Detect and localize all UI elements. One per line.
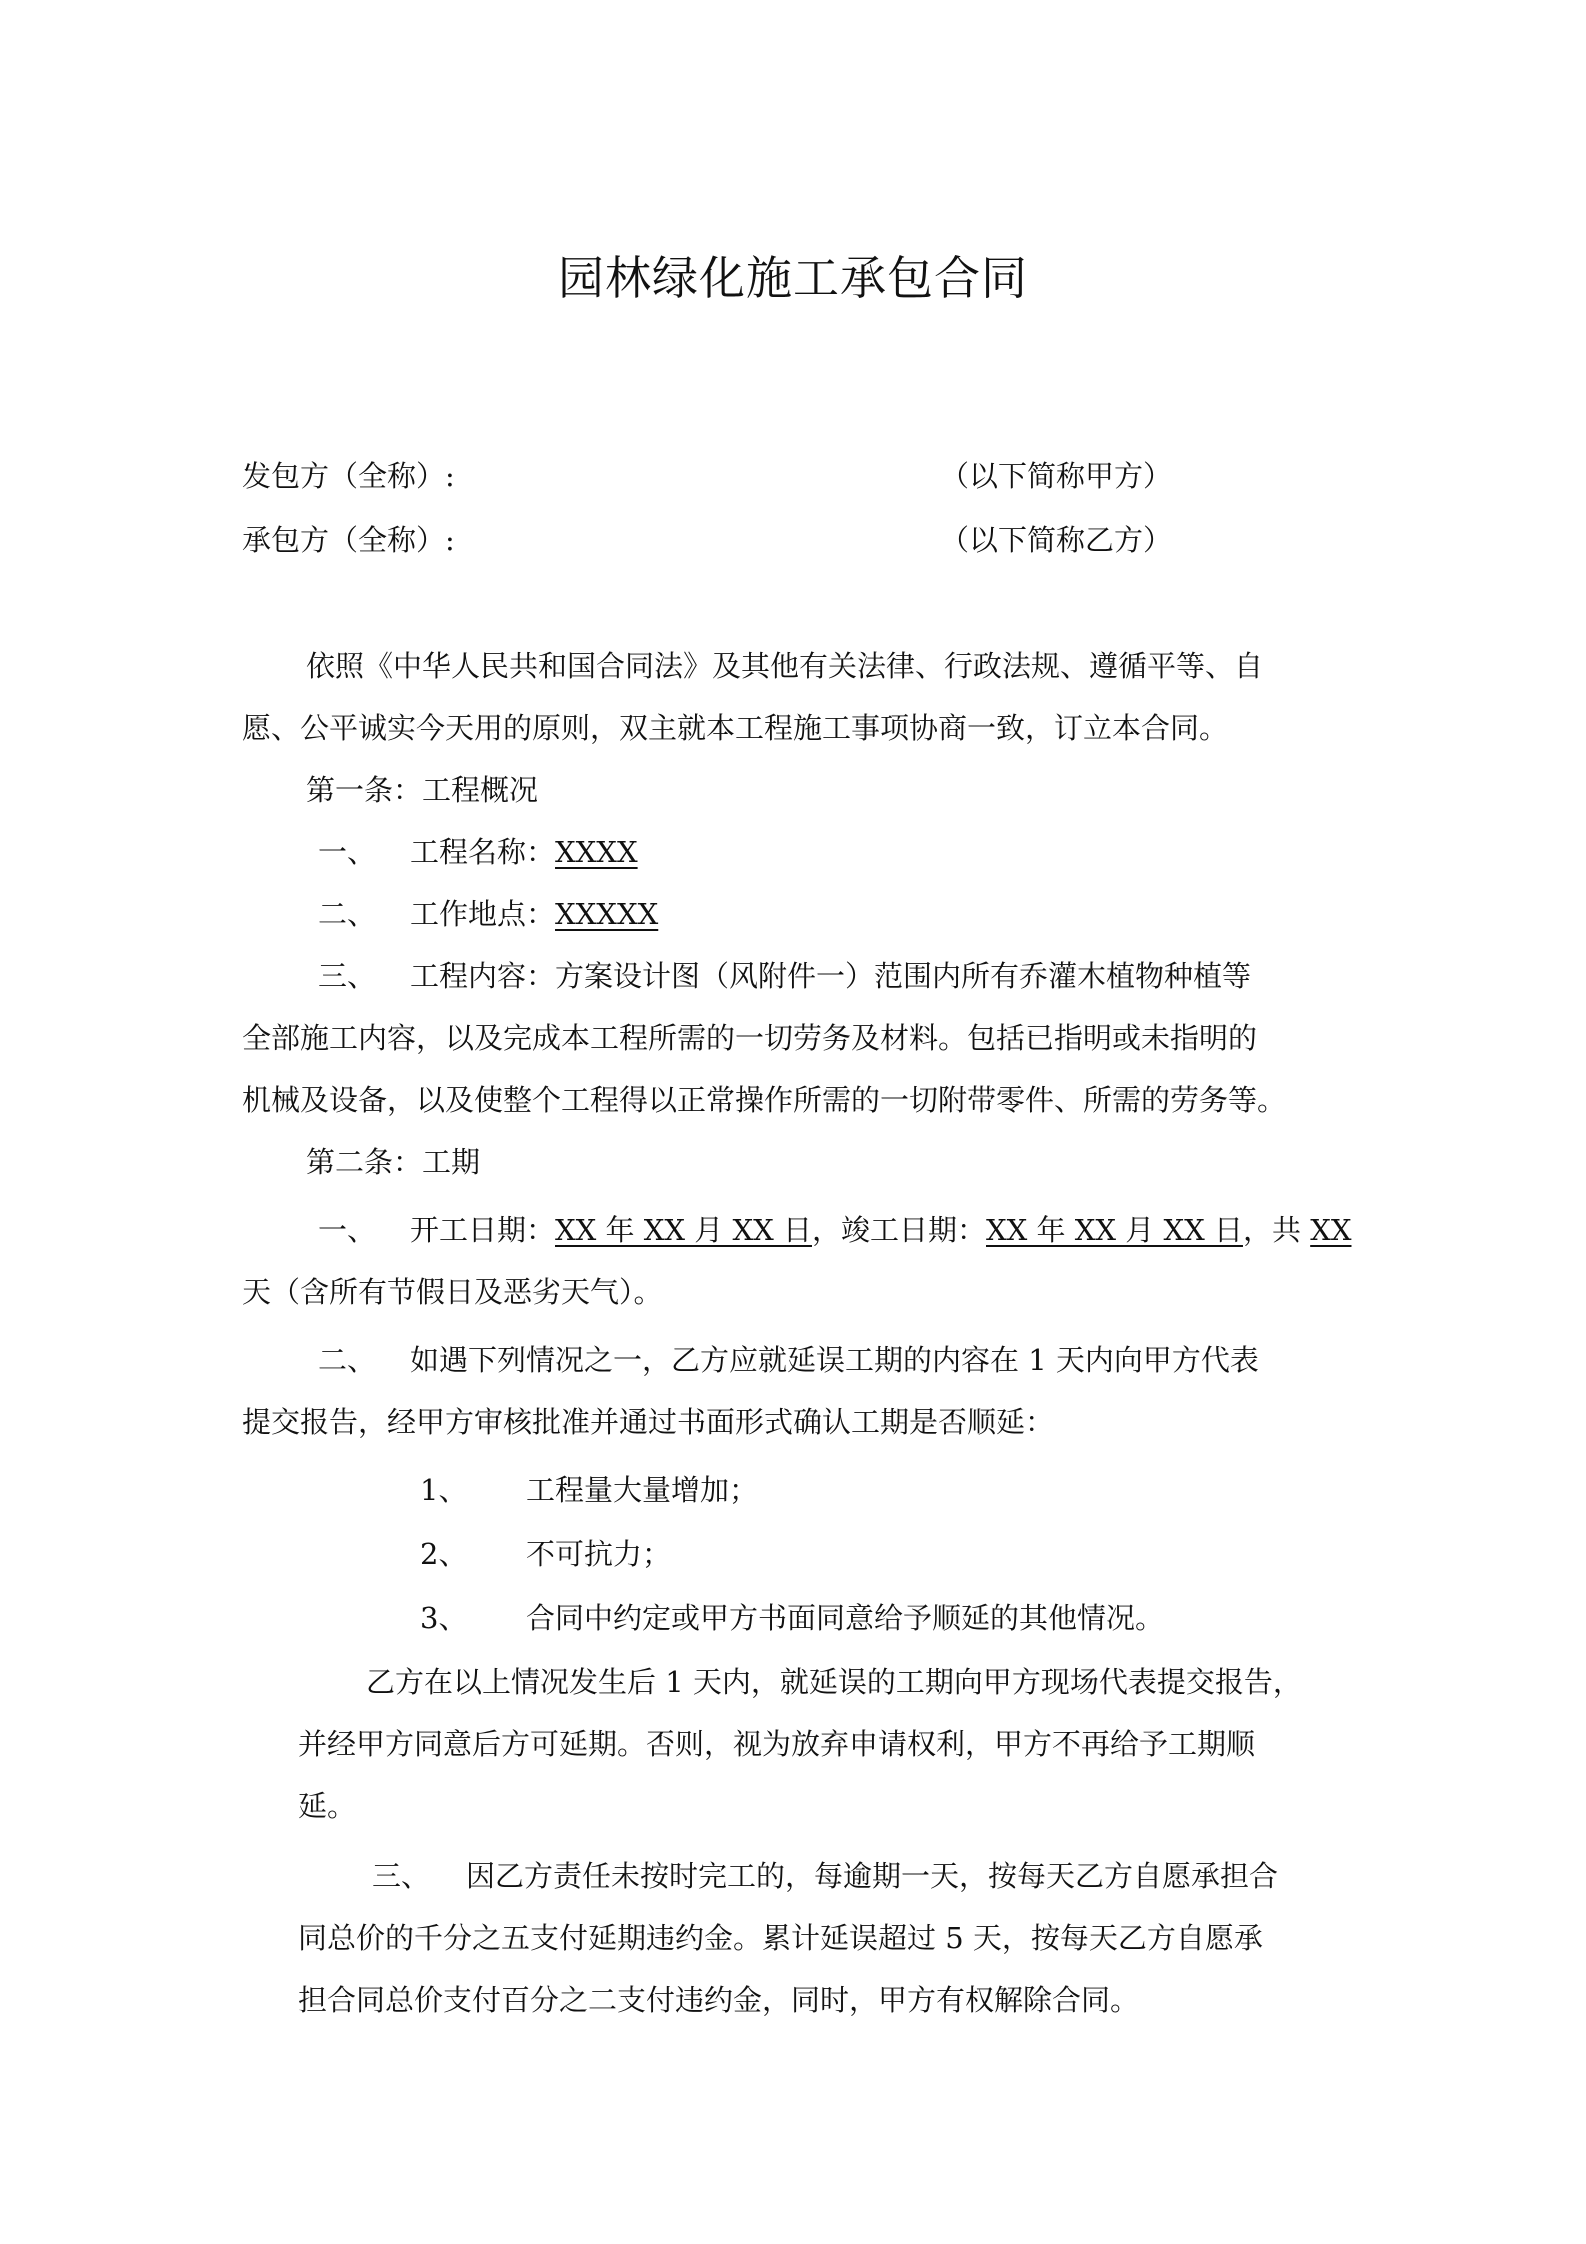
total-days-label: ，共 xyxy=(1242,1213,1311,1247)
start-date-value: XX 年 XX 月 XX 日 xyxy=(555,1213,812,1247)
project-name-value: XXXX xyxy=(555,835,638,869)
article-2-item-3-line-3: 担合同总价支付百分之二支付违约金，同时，甲方有权解除合同。 xyxy=(298,1983,1140,2017)
contractor-note: （以下简称乙方） xyxy=(940,523,1173,557)
sub-item-2-text: 不可抗力； xyxy=(526,1537,672,1571)
article-1-heading: 第一条：工程概况 xyxy=(306,773,539,807)
project-name-label: 工程名称： xyxy=(410,835,556,869)
sub-item-3-text: 合同中约定或甲方书面同意给予顺延的其他情况。 xyxy=(526,1601,1165,1635)
article-2-item-3-num: 三、 xyxy=(372,1859,431,1893)
employer-label: 发包方（全称）: xyxy=(242,459,455,493)
article-1-item-3-line-3: 机械及设备，以及使整个工程得以正常操作所需的一切附带零件、所需的劳务等。 xyxy=(242,1083,1287,1117)
article-2-item-3-line-1: 因乙方责任未按时完工的，每逾期一天，按每天乙方自愿承担合 xyxy=(466,1859,1279,1893)
start-date-label: 开工日期： xyxy=(410,1213,556,1247)
sub-item-1-num: 1、 xyxy=(420,1473,468,1507)
article-2-item-3-line-2: 同总价的千分之五支付延期违约金。累计延误超过 5 天，按每天乙方自愿承 xyxy=(298,1921,1263,1955)
contractor-label: 承包方（全称）: xyxy=(242,523,455,557)
article-2-item-2-line-2: 提交报告，经甲方审核批准并通过书面形式确认工期是否顺延： xyxy=(242,1405,1055,1439)
article-1-item-3-num: 三、 xyxy=(318,959,377,993)
article-1-item-2-num: 二、 xyxy=(318,897,377,931)
employer-note: （以下简称甲方） xyxy=(940,459,1173,493)
work-location-label: 工作地点： xyxy=(410,897,556,931)
article-2-item-2-num: 二、 xyxy=(318,1343,377,1377)
sub-item-1-text: 工程量大量增加； xyxy=(526,1473,759,1507)
article-1-item-1-num: 一、 xyxy=(318,835,377,869)
end-date-value: XX 年 XX 月 XX 日 xyxy=(986,1213,1243,1247)
article-2-item-1-line-1 xyxy=(410,1210,1351,1250)
document-title: 园林绿化施工承包合同 xyxy=(558,251,1028,305)
end-date-label: ，竣工日期： xyxy=(811,1213,986,1247)
preamble-line-2: 愿、公平诚实今天用的原则，双主就本工程施工事项协商一致，订立本合同。 xyxy=(242,711,1229,745)
article-2-item-1-num: 一、 xyxy=(318,1213,377,1247)
article-2-item-1-line-2: 天（含所有节假日及恶劣天气）。 xyxy=(242,1275,663,1309)
notice-line-2: 并经甲方同意后方可延期。否则，视为放弃申请权利，甲方不再给予工期顺 xyxy=(298,1727,1256,1761)
total-days-value: XX xyxy=(1310,1213,1352,1247)
notice-line-1: 乙方在以上情况发生后 1 天内，就延误的工期向甲方现场代表提交报告， xyxy=(366,1665,1302,1699)
article-2-item-2-line-1: 如遇下列情况之一，乙方应就延误工期的内容在 1 天内向甲方代表 xyxy=(410,1343,1259,1377)
preamble-line-1: 依照《中华人民共和国合同法》及其他有关法律、行政法规、遵循平等、自 xyxy=(306,649,1264,683)
sub-item-2-num: 2、 xyxy=(420,1537,468,1571)
article-1-item-3-line-1: 工程内容：方案设计图（风附件一）范围内所有乔灌木植物种植等 xyxy=(410,959,1252,993)
work-location-value: XXXXX xyxy=(555,897,659,931)
article-1-item-1 xyxy=(410,832,638,872)
notice-line-3: 延。 xyxy=(298,1789,357,1823)
article-2-heading: 第二条：工期 xyxy=(306,1145,481,1179)
article-1-item-3-line-2: 全部施工内容，以及完成本工程所需的一切劳务及材料。包括已指明或未指明的 xyxy=(242,1021,1258,1055)
sub-item-3-num: 3、 xyxy=(420,1601,468,1635)
article-1-item-2 xyxy=(410,894,658,934)
